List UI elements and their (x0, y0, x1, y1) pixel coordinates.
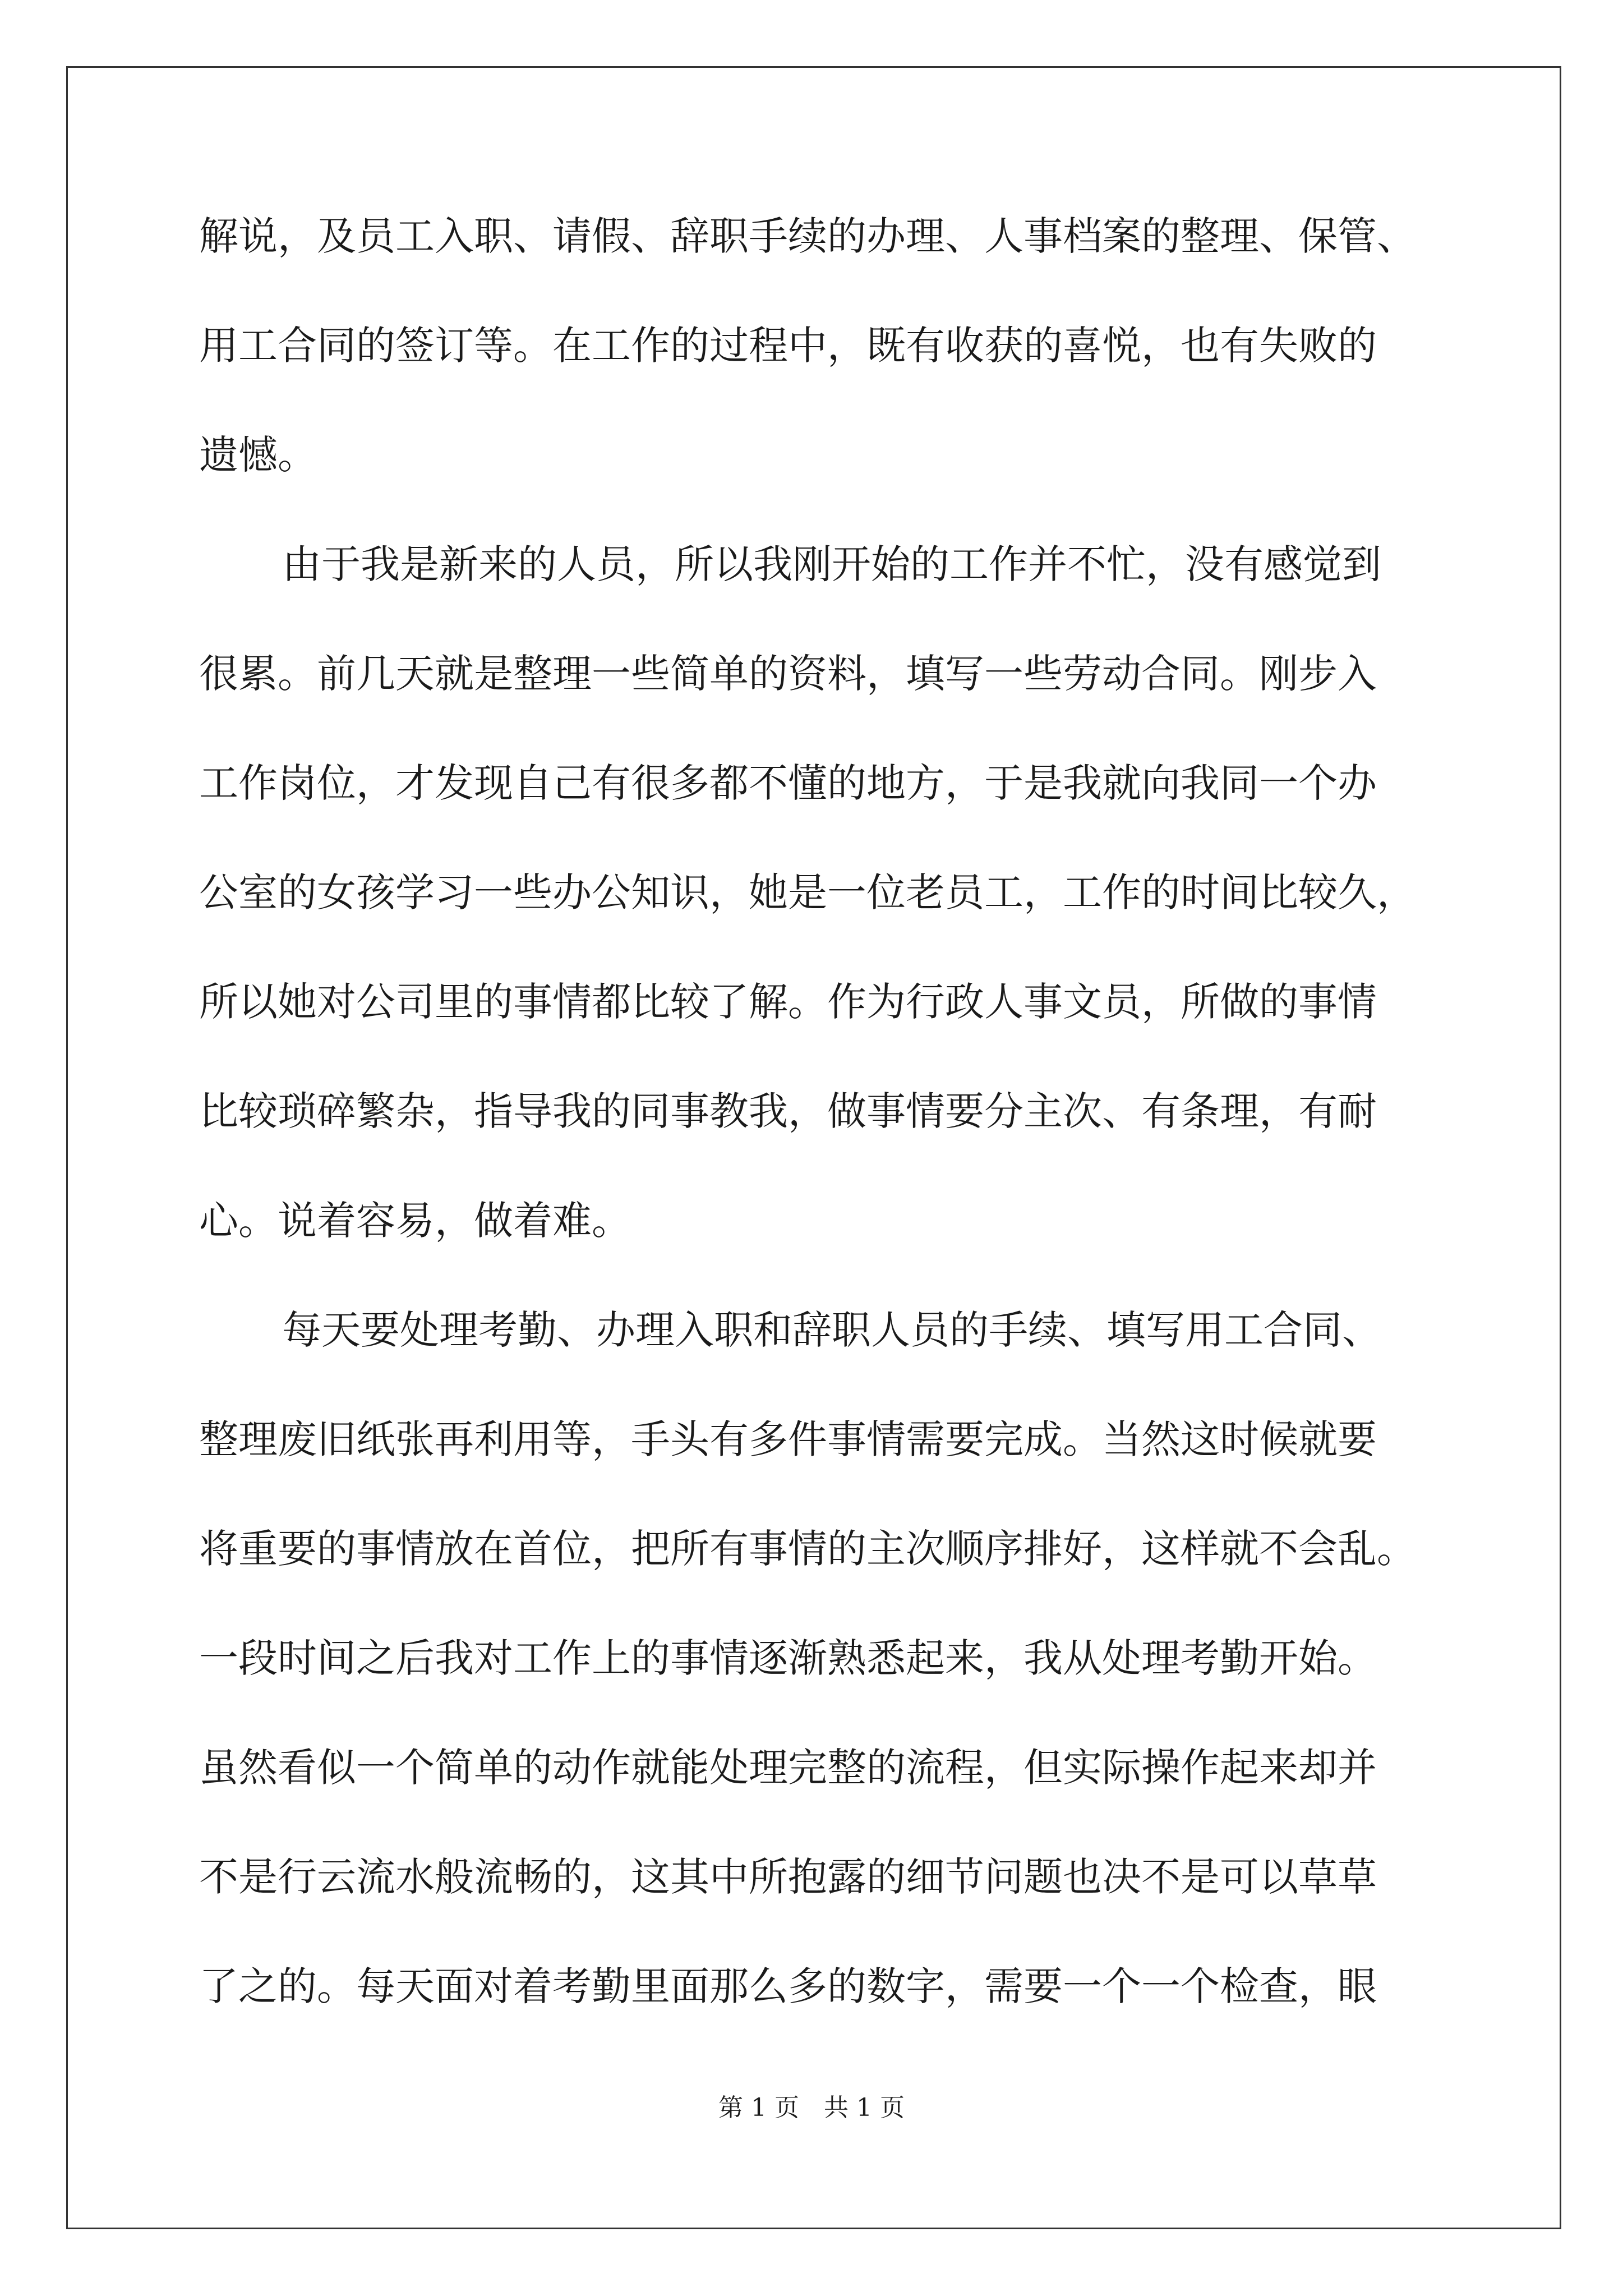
text-line: 不是行云流水般流畅的，这其中所抱露的细节问题也决不是可以草草 (199, 1854, 1377, 1900)
text-line: 遗憾。 (199, 432, 317, 478)
text-line: 虽然看似一个简单的动作就能处理完整的流程，但实际操作起来却并 (199, 1745, 1377, 1791)
text-line: 比较琐碎繁杂，指导我的同事教我，做事情要分主次、有条理，有耐 (199, 1088, 1377, 1134)
text-line: 所以她对公司里的事情都比较了解。作为行政人事文员，所做的事情 (199, 979, 1377, 1025)
text-line: 工作岗位，才发现自己有很多都不懂的地方，于是我就向我同一个办 (199, 760, 1377, 806)
page-number-footer: 第 1 页 共 1 页 (718, 2093, 905, 2122)
paragraph-first-line: 由于我是新来的人员，所以我刚开始的工作并不忙，没有感觉到 (282, 541, 1381, 587)
text-line: 了之的。每天面对着考勤里面那么多的数字，需要一个一个检查，眼 (199, 1963, 1377, 2009)
text-line: 一段时间之后我对工作上的事情逐渐熟悉起来，我从处理考勤开始。 (199, 1635, 1377, 1681)
text-line: 将重要的事情放在首位，把所有事情的主次顺序排好，这样就不会乱。 (199, 1526, 1416, 1572)
text-line: 解说，及员工入职、请假、辞职手续的办理、人事档案的整理、保管、 (199, 213, 1416, 259)
text-line: 整理废旧纸张再利用等，手头有多件事情需要完成。当然这时候就要 (199, 1416, 1377, 1462)
paragraph-first-line: 每天要处理考勤、办理入职和辞职人员的手续、填写用工合同、 (282, 1307, 1381, 1353)
text-line: 很累。前几天就是整理一些简单的资料，填写一些劳动合同。刚步入 (199, 651, 1377, 697)
page-border (66, 66, 1561, 2229)
text-line: 心。说着容易，做着难。 (199, 1198, 631, 1244)
text-line: 公室的女孩学习一些办公知识，她是一位老员工，工作的时间比较久， (199, 869, 1416, 915)
text-line: 用工合同的签订等。在工作的过程中，既有收获的喜悦，也有失败的 (199, 323, 1377, 369)
